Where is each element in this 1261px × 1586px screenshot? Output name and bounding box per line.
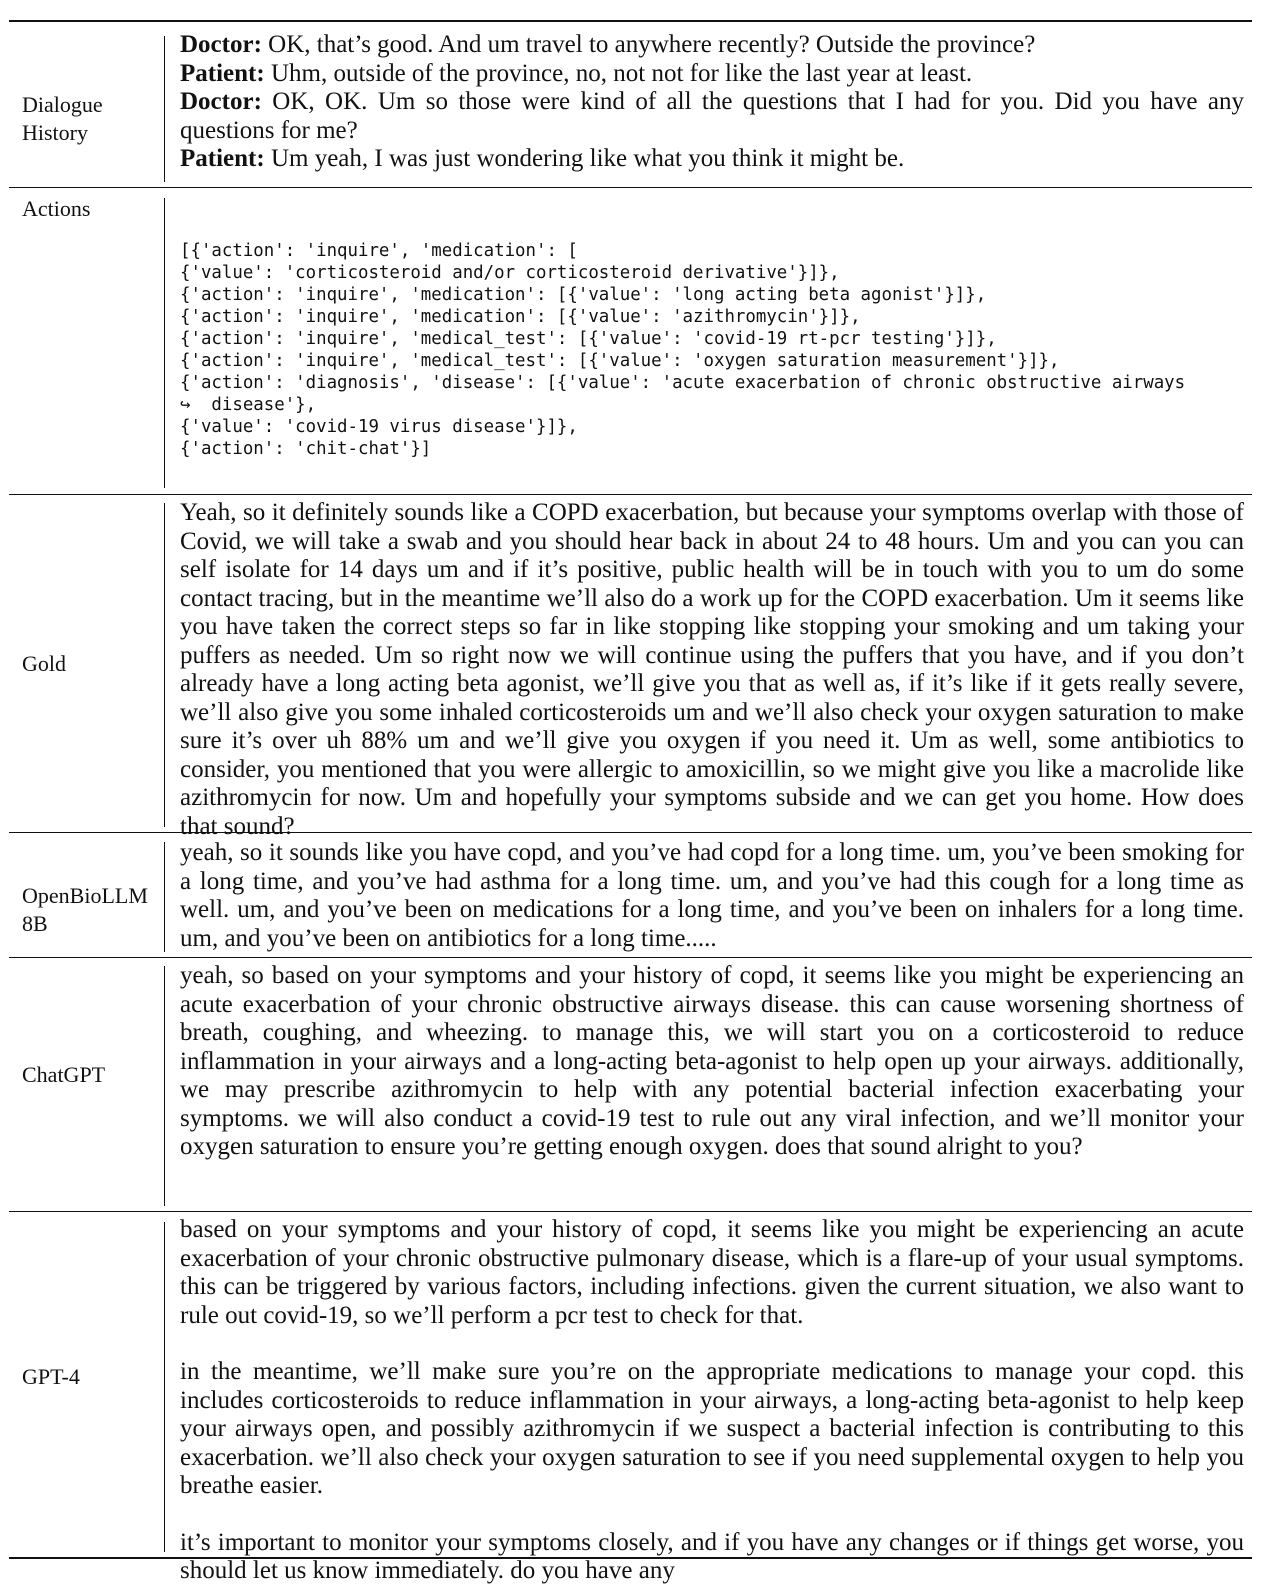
dialogue-history-cell	[180, 31, 1244, 174]
row-label-gpt4: GPT-4	[22, 1364, 80, 1389]
row-divider	[9, 957, 1252, 958]
speaker-label: Doctor:	[180, 88, 262, 115]
column-separator	[164, 1222, 165, 1552]
code-line: ↪ disease'},	[180, 395, 317, 415]
code-line: {'value': 'corticosteroid and/or corticosteroid derivative'}]},	[180, 263, 840, 283]
row-label-chatgpt: ChatGPT	[22, 1062, 106, 1087]
gpt4-paragraph: based on your symptoms and your history of copd, it seems like you might be experiencing an acute exacerbation of your chronic obstructive pulmonary disease, which is a flare-up of your usual symptoms. this can be triggered by various factors, including infections. given the current situation, we also want to rule out covid-19, so we’ll perform a pcr test to check for that.	[180, 1216, 1244, 1329]
chatgpt-response: yeah, so based on your symptoms and your history of copd, it seems like you might be experiencing an acute exacerbation of your chronic obstructive airways disease. this can cause worsening shortness of breath, coughing, and wheezing. to manage this, we will start you on a corticosteroid to reduce inflammation in your airways and a long-acting beta-agonist to help open up your airways. additionally, we may prescribe azithromycin to help with any potential bacterial infection exacerbating your symptoms. we will also conduct a covid-19 test to rule out any viral infection, and we’ll monitor your oxygen saturation to ensure you’re getting enough oxygen. does that sound alright to you?	[180, 962, 1244, 1160]
row-divider	[9, 187, 1252, 188]
code-line: {'action': 'inquire', 'medical_test': [{'value': 'oxygen saturation measurement'}]},	[180, 351, 1060, 371]
row-divider	[9, 1211, 1252, 1212]
gpt4-paragraph: it’s important to monitor your symptoms closely, and if you have any changes or if things get worse, you should let us know immediately. do you have any	[180, 1528, 1244, 1584]
table-top-rule	[9, 20, 1252, 22]
dialogue-turn	[180, 31, 1035, 58]
dialogue-turn	[180, 145, 904, 172]
turn-text: OK, that’s good. And um travel to anywhere recently? Outside the province?	[261, 31, 1036, 58]
turn-text: OK, OK. Um so those were kind of all the questions that I had for you. Did you have any questions for me?	[180, 88, 1244, 144]
turn-text: Uhm, outside of the province, no, not not for like the last year at least.	[264, 59, 973, 87]
dialogue-turn	[180, 88, 1244, 144]
turn-text: Um yeah, I was just wondering like what you think it might be.	[264, 145, 905, 172]
gpt4-paragraph: in the meantime, we’ll make sure you’re on the appropriate medications to manage your copd. this includes corticosteroids to reduce inflammation in your airways, a long-acting beta-agonist to help keep your airways open, and possibly azithromycin if we suspect a bacterial infection is contributing to this exacerbation. we’ll also check your oxygen saturation to see if you need supplemental oxygen to help you breathe easier.	[180, 1358, 1244, 1499]
column-separator	[164, 198, 165, 488]
code-line: {'action': 'inquire', 'medical_test': [{'value': 'covid-19 rt-pcr testing'}]},	[180, 329, 997, 349]
speaker-label: Patient:	[180, 59, 265, 87]
column-separator	[164, 842, 165, 952]
speaker-label: Doctor:	[180, 31, 262, 58]
code-line: [{'action': 'inquire', 'medication': [	[180, 241, 578, 261]
gold-response: Yeah, so it definitely sounds like a COPD exacerbation, but because your symptoms overlap with those of Covid, we will take a swab and you should hear back in about 24 to 48 hours. Um and you can you can self isolate for 14 days um and if it’s positive, public health will be in touch with you to um do some contact tracing, but in the meantime we’ll also do a work up for the COPD exacerbation. Um it seems like you have taken the correct steps so far in like stopping like stopping your smoking and um taking your puffers as needed. Um so right now we will continue using the puffers that you have, and if you don’t already have a long acting beta agonist, we’ll give you that as well as, if it’s like if it gets really severe, we’ll also give you some inhaled corticosteroids um and we’ll also check your oxygen saturation to make sure it’s over uh 88% um and we’ll give you oxygen if you need it. Um as well, some antibiotics to consider, you mentioned that you were allergic to amoxicillin, so we might give you like a macrolide like azithromycin for now. Um and hopefully your symptoms subside and we can get you home. How does that sound?	[180, 499, 1244, 840]
code-line: {'action': 'chit-chat'}]	[180, 439, 432, 459]
speaker-label: Patient:	[180, 145, 265, 172]
actions-code-block	[180, 240, 1250, 460]
row-label-actions: Actions	[22, 196, 91, 221]
code-line: {'action': 'diagnosis', 'disease': [{'value': 'acute exacerbation of chronic obstructive airways	[180, 373, 1186, 393]
row-label-gold: Gold	[22, 651, 66, 676]
code-line: {'action': 'inquire', 'medication': [{'value': 'azithromycin'}]},	[180, 307, 861, 327]
dialogue-turn	[180, 60, 972, 87]
row-divider	[9, 494, 1252, 495]
openbiollm-response: yeah, so it sounds like you have copd, and you’ve had copd for a long time. um, you’ve been smoking for a long time, and you’ve had asthma for a long time. um, and you’ve had this cough for a long time as well. um, and you’ve been on medications for a long time, and you’ve been on inhalers for a long time. um, and you’ve been on antibiotics for a long time.....	[180, 839, 1244, 952]
code-line: {'action': 'inquire', 'medication': [{'value': 'long acting beta agonist'}]},	[180, 285, 987, 305]
gpt4-response	[180, 1216, 1244, 1586]
row-label-dialogue-history: Dialogue History	[22, 92, 103, 145]
column-separator	[164, 966, 165, 1206]
column-separator	[164, 503, 165, 827]
code-line: {'value': 'covid-19 virus disease'}]},	[180, 417, 578, 437]
row-label-openbiollm: OpenBioLLM 8B	[22, 883, 148, 936]
column-separator	[164, 36, 165, 182]
